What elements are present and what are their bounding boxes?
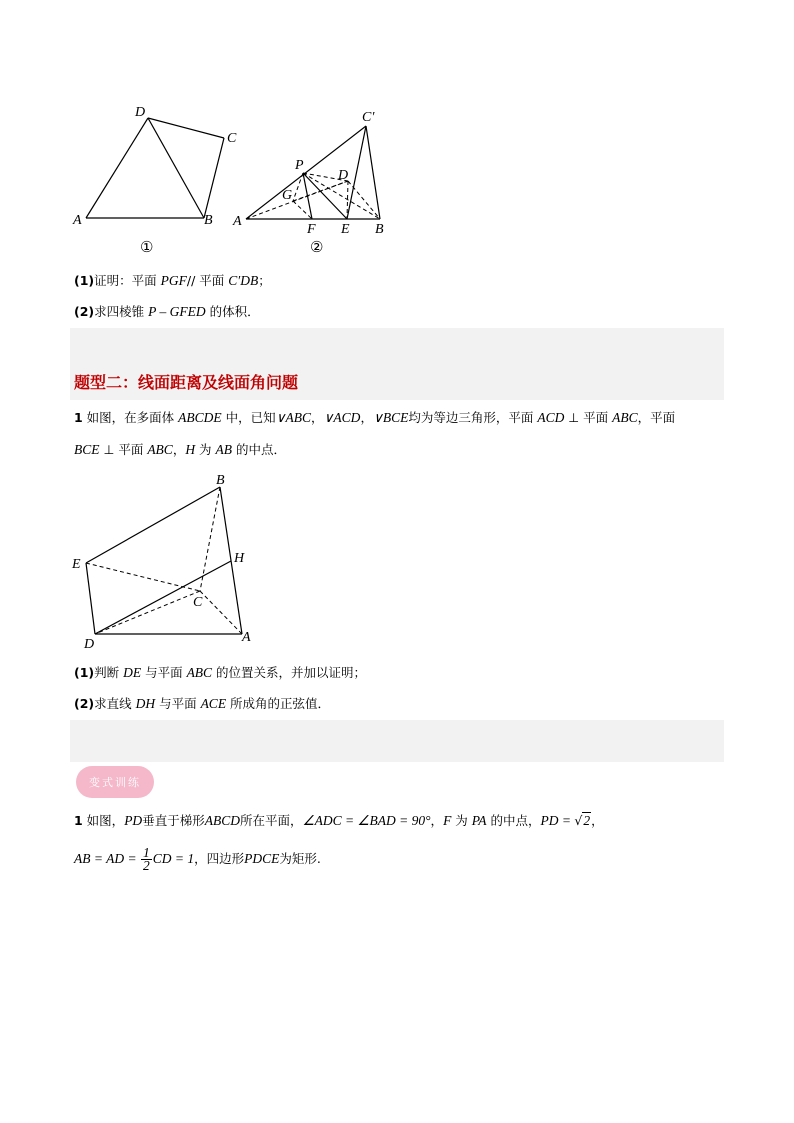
edge-CB (204, 138, 224, 218)
variant-question-line-2: AB = AD = $\frac{1}{2}$ CD = 1，四边形PDCE为矩形. (74, 845, 321, 873)
example-1-line-2: BCE ⊥ 平面 ABC，H 为 AB 的中点． (74, 442, 287, 457)
label-A: A (73, 213, 82, 228)
label-D: D (135, 105, 146, 120)
prev-question-part-2: (2)求四棱锥 P – GFED 的体积． (74, 304, 260, 319)
edge-EC (86, 563, 200, 591)
figure-1-diagram (70, 100, 240, 260)
figure-3-polyhedron (66, 470, 266, 655)
edge-CE (347, 126, 366, 219)
variant-training-badge: 变式训练 (76, 766, 154, 798)
label-B: B (375, 222, 384, 237)
variant-question-line-1: 1 如图，PD垂直于梯形ABCD所在平面，∠ADC = ∠BAD = 90°，F 为 PA 的中点，PD = √2， (74, 813, 604, 828)
edge-DC (148, 118, 224, 138)
answer-area-2 (70, 720, 724, 762)
label-C-prime: C′ (362, 110, 375, 125)
answer-area-1 (70, 328, 724, 360)
label-C: C (193, 595, 203, 610)
label-B: B (216, 473, 225, 488)
label-D: D (84, 637, 95, 652)
label-P: P (295, 158, 304, 173)
label-H: H (234, 551, 245, 566)
example-1-line-1: 1 如图，在多面体 ABCDE 中，已知∨ABC，∨ACD，∨BCE均为等边三角形，平面 ACD ⊥ 平面 ABC，平面 (74, 410, 676, 425)
label-E: E (72, 557, 81, 572)
label-C: C (227, 131, 237, 146)
example-1-part-2: (2)求直线 DH 与平面 ACE 所成角的正弦值． (74, 696, 331, 711)
label-G: G (282, 188, 293, 203)
caption-2: ② (310, 240, 324, 256)
example-1-part-1: (1)判断 DE 与平面 ABC 的位置关系，并加以证明； (74, 665, 367, 680)
figure-2-diagram (228, 105, 398, 260)
label-B: B (204, 213, 213, 228)
edge-CD (95, 591, 200, 634)
section-heading-band (70, 360, 724, 400)
prev-question-part-1: (1)证明：平面 PGF// 平面 C′DB； (74, 273, 271, 288)
edge-GD (293, 181, 348, 201)
label-F: F (307, 222, 316, 237)
edge-CA (200, 591, 242, 634)
section-heading: 题型二：线面距离及线面角问题 (74, 373, 299, 392)
label-A: A (233, 214, 242, 229)
label-D: D (338, 168, 349, 183)
edge-DH (95, 561, 231, 634)
caption-1: ① (140, 240, 154, 256)
edge-AD (86, 118, 148, 218)
edge-DB (148, 118, 204, 218)
label-A: A (242, 630, 251, 645)
label-E: E (341, 222, 350, 237)
edge-EB (86, 487, 220, 563)
sqrt-symbol: √ (574, 813, 583, 828)
edge-PG (293, 173, 303, 201)
edge-ED (86, 563, 95, 634)
fraction-one-half: $\frac{1}{2}$ (142, 845, 150, 873)
